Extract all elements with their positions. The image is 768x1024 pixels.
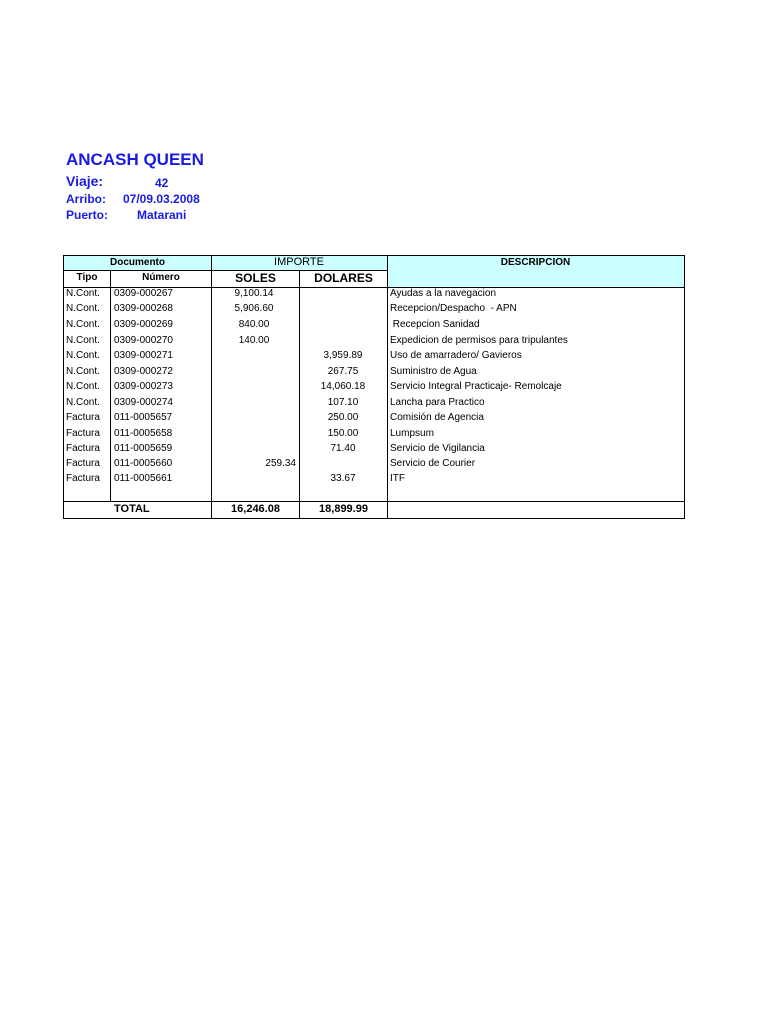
row-soles: 5,906.60 bbox=[234, 303, 274, 314]
row-numero: 011-0005657 bbox=[114, 412, 173, 423]
arribo-value: 07/09.03.2008 bbox=[123, 192, 200, 206]
total-soles: 16,246.08 bbox=[231, 503, 280, 515]
row-descripcion: Servicio de Courier bbox=[390, 458, 476, 469]
row-tipo: N.Cont. bbox=[66, 381, 100, 392]
row-soles: 140.00 bbox=[238, 335, 270, 346]
total-dolares: 18,899.99 bbox=[319, 503, 368, 515]
row-tipo: N.Cont. bbox=[66, 335, 100, 346]
row-descripcion: Expedicion de permisos para tripulantes bbox=[390, 335, 568, 346]
row-descripcion: Recepcion Sanidad bbox=[390, 319, 480, 330]
header-numero: Número bbox=[142, 272, 180, 283]
row-soles: 259.34 bbox=[265, 458, 296, 469]
row-numero: 011-0005661 bbox=[114, 473, 173, 484]
header-soles: SOLES bbox=[235, 271, 276, 285]
row-tipo: N.Cont. bbox=[66, 397, 100, 408]
row-numero: 0309-000269 bbox=[114, 319, 173, 330]
puerto-label: Puerto: bbox=[66, 208, 108, 222]
row-numero: 0309-000270 bbox=[114, 335, 173, 346]
row-dolares: 107.10 bbox=[327, 397, 359, 408]
row-numero: 0309-000271 bbox=[114, 350, 173, 361]
row-tipo: N.Cont. bbox=[66, 366, 100, 377]
row-tipo: N.Cont. bbox=[66, 350, 100, 361]
row-descripcion: Servicio Integral Practicaje- Remolcaje bbox=[390, 381, 562, 392]
row-descripcion: Lancha para Practico bbox=[390, 397, 485, 408]
row-numero: 0309-000272 bbox=[114, 366, 173, 377]
row-numero: 0309-000273 bbox=[114, 381, 173, 392]
arribo-label: Arribo: bbox=[66, 192, 106, 206]
row-numero: 011-0005659 bbox=[114, 443, 173, 454]
header-dolares: DOLARES bbox=[314, 271, 373, 285]
row-numero: 011-0005658 bbox=[114, 428, 173, 439]
row-tipo: Factura bbox=[66, 473, 100, 484]
col-divider-dolares bbox=[387, 256, 388, 518]
row-numero: 0309-000267 bbox=[114, 288, 173, 299]
row-tipo: Factura bbox=[66, 428, 100, 439]
row-descripcion: Comisión de Agencia bbox=[390, 412, 484, 423]
row-numero: 0309-000268 bbox=[114, 303, 173, 314]
row-descripcion: Uso de amarradero/ Gavieros bbox=[390, 350, 522, 361]
header-documento: Documento bbox=[110, 257, 165, 268]
row-tipo: Factura bbox=[66, 443, 100, 454]
viaje-value: 42 bbox=[155, 176, 169, 190]
header-band-descripcion bbox=[387, 270, 684, 287]
row-tipo: Factura bbox=[66, 458, 100, 469]
row-soles: 9,100.14 bbox=[234, 288, 274, 299]
row-descripcion: ITF bbox=[390, 473, 405, 484]
row-dolares: 14,060.18 bbox=[320, 381, 366, 392]
row-descripcion: Suministro de Agua bbox=[390, 366, 477, 377]
ship-name: ANCASH QUEEN bbox=[66, 150, 204, 169]
row-soles: 840.00 bbox=[238, 319, 270, 330]
row-descripcion: Ayudas a la navegacion bbox=[390, 288, 497, 299]
header-descripcion: DESCRIPCION bbox=[500, 257, 571, 268]
row-numero: 011-0005660 bbox=[114, 458, 173, 469]
total-divider bbox=[64, 501, 684, 502]
row-descripcion: Lumpsum bbox=[390, 428, 434, 439]
total-label: TOTAL bbox=[114, 503, 150, 515]
row-descripcion: Recepcion/Despacho - APN bbox=[390, 303, 517, 314]
row-dolares: 250.00 bbox=[327, 412, 359, 423]
row-dolares: 71.40 bbox=[330, 443, 356, 454]
row-dolares: 150.00 bbox=[327, 428, 359, 439]
col-divider-tipo bbox=[110, 270, 111, 501]
row-tipo: N.Cont. bbox=[66, 319, 100, 330]
invoice-table bbox=[63, 255, 685, 519]
header-tipo: Tipo bbox=[76, 272, 98, 283]
row-dolares: 267.75 bbox=[327, 366, 359, 377]
puerto-value: Matarani bbox=[137, 208, 187, 222]
viaje-label: Viaje: bbox=[66, 173, 104, 189]
row-tipo: N.Cont. bbox=[66, 303, 100, 314]
row-descripcion: Servicio de Vigilancia bbox=[390, 443, 485, 454]
row-numero: 0309-000274 bbox=[114, 397, 173, 408]
row-tipo: Factura bbox=[66, 412, 100, 423]
row-dolares: 33.67 bbox=[330, 473, 356, 484]
row-dolares: 3,959.89 bbox=[323, 350, 363, 361]
header-importe: IMPORTE bbox=[274, 256, 324, 268]
row-tipo: N.Cont. bbox=[66, 288, 100, 299]
